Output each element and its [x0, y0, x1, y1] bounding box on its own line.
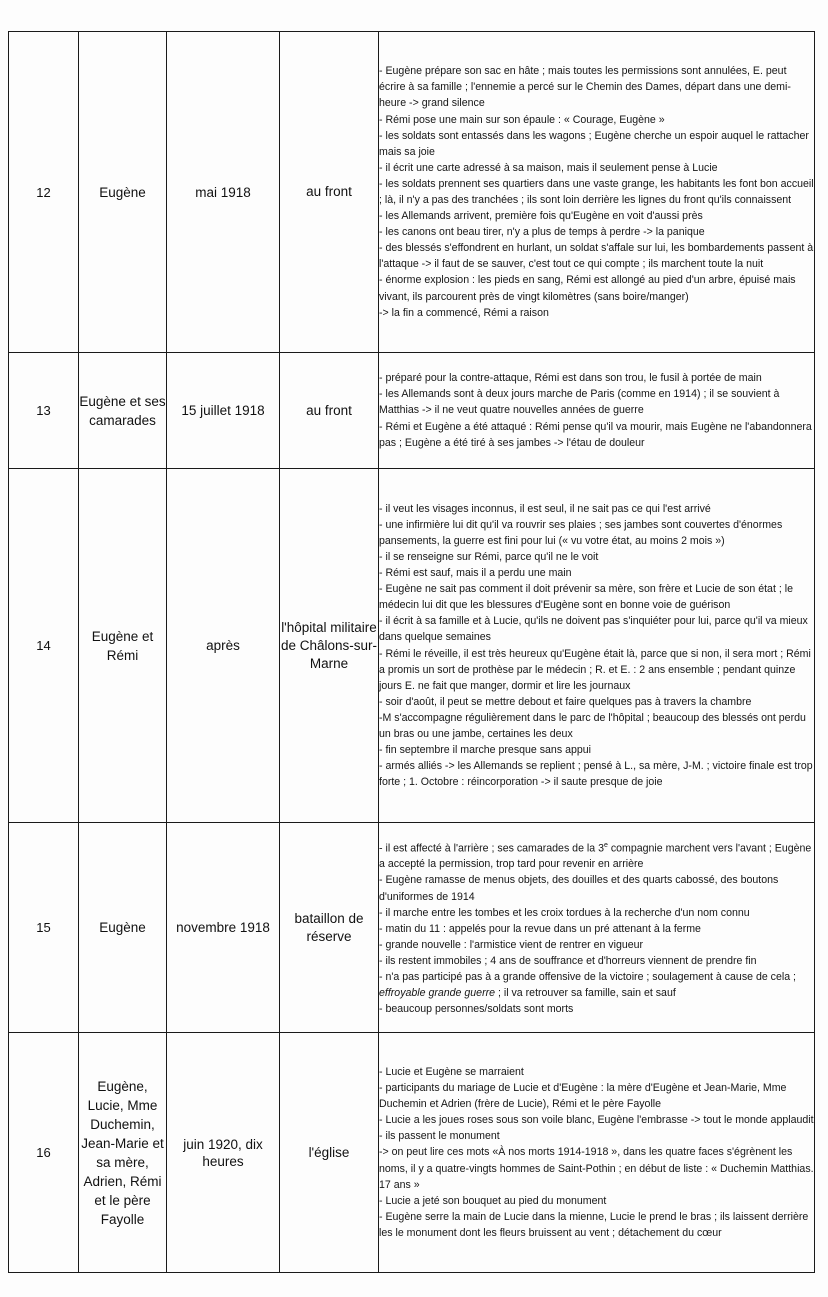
place-cell: au front — [280, 32, 379, 353]
event-item: - Lucie et Eugène se marraient — [379, 1065, 524, 1078]
event-item: - soir d'août, il peut se mettre debout et faire quelques pas à travers la chambre — [379, 695, 752, 708]
event-item: -> la fin a commencé, Rémi a raison — [379, 306, 549, 319]
event-item: -> on peut lire ces mots «À nos morts 1914-1918 », dans les quatre faces s'égrènent les noms, il y a quatre-vingts hommes de Saint-Pothin ; en début de liste : « Duchemin Matthias. 17 ans » — [379, 1146, 814, 1191]
place-cell: l'église — [280, 1033, 379, 1273]
event-item: - Eugène prépare son sac en hâte ; mais toutes les permissions sont annulées, E. peut écrire à sa famille ; l'ennemie a percé sur le Chemin des Dames, départ dans une demi-heure -> grand silence — [379, 65, 791, 110]
chapter-number: 15 — [9, 823, 79, 1033]
place-cell: bataillon de réserve — [280, 823, 379, 1033]
event-item: - une infirmière lui dit qu'il va rouvrir ses plaies ; ses jambes sont couvertes d'énormes pansements, la guerre est fini pour lui (« vu votre état, au moins 2 mois ») — [379, 518, 783, 547]
place-cell: au front — [280, 353, 379, 469]
event-item: - il est affecté à l'arrière ; ses camarades de la 3e compagnie marchent vers l'avant ; Eugène a accepté la permission, trop tard pour revenir en arrière — [379, 841, 812, 871]
chapter-number: 14 — [9, 469, 79, 823]
date-cell: novembre 1918 — [167, 823, 280, 1033]
characters-cell: Eugène — [79, 32, 167, 353]
characters-cell: Eugène et ses camarades — [79, 353, 167, 469]
table-row — [9, 823, 815, 1033]
chapter-number: 12 — [9, 32, 79, 353]
event-item: - beaucoup personnes/soldats sont morts — [379, 1003, 574, 1016]
event-item: - grande nouvelle : l'armistice vient de rentrer en vigueur — [379, 938, 644, 951]
date-cell: 15 juillet 1918 — [167, 353, 280, 469]
table-row — [9, 353, 815, 469]
event-item: - les Allemands sont à deux jours marche de Paris (comme en 1914) ; il se souvient à Matthias -> il ne veut quatre nouvelles années de guerre — [379, 388, 780, 417]
event-item: - les Allemands arrivent, première fois qu'Eugène en voit d'aussi près — [379, 210, 703, 223]
event-item: - Eugène ne sait pas comment il doit prévenir sa mère, son frère et Lucie de son état ; le médecin lui dit que les blessures d'Eugène sont en bonne voie de guérison — [379, 583, 793, 612]
chapter-number: 13 — [9, 353, 79, 469]
event-item: - matin du 11 : appelés pour la revue dans un pré attenant à la ferme — [379, 922, 701, 935]
table-row — [9, 1033, 815, 1273]
date-cell: mai 1918 — [167, 32, 280, 353]
characters-cell: Eugène — [79, 823, 167, 1033]
event-item: - il se renseigne sur Rémi, parce qu'il ne le voit — [379, 550, 599, 563]
event-item: - ils restent immobiles ; 4 ans de souffrance et d'horreurs viennent de prendre fin — [379, 954, 757, 967]
event-item: - il marche entre les tombes et les croix tordues à la recherche d'un nom connu — [379, 906, 750, 919]
event-item: - les soldats sont entassés dans les wagons ; Eugène cherche un espoir auquel le rattacher mais sa joie — [379, 129, 809, 158]
event-item: - participants du mariage de Lucie et d'Eugène : la mère d'Eugène et Jean-Marie, Mme Duchemin et Adrien (frère de Lucie), Rémi et le père Fayolle — [379, 1082, 787, 1111]
event-item: - énorme explosion : les pieds en sang, Rémi est allongé au pied d'un arbre, épuisé mais vivant, ils parcourent près de vingt kilomètres (sans boire/manger) — [379, 274, 796, 303]
event-item: - Lucie a les joues roses sous son voile blanc, Eugène l'embrasse -> tout le monde applaudit — [379, 1114, 814, 1127]
events-cell — [379, 1033, 815, 1273]
summary-table — [8, 31, 815, 1273]
event-item: - Eugène serre la main de Lucie dans la mienne, Lucie le prend le bras ; ils laissent derrière les le monument dont les fleurs bruissent au vent ; détachement du cœur — [379, 1210, 809, 1239]
characters-cell: Eugène, Lucie, Mme Duchemin, Jean-Marie et sa mère, Adrien, Rémi et le père Fayolle — [79, 1033, 167, 1273]
event-item: - les canons ont beau tirer, n'y a plus de temps à perdre -> la panique — [379, 226, 705, 239]
table-row — [9, 32, 815, 353]
events-cell — [379, 823, 815, 1033]
event-item: - armés alliés -> les Allemands se replient ; pensé à L., sa mère, J-M. ; victoire finale est trop forte ; 1. Octobre : réincorporation -> il saute presque de joie — [379, 760, 813, 789]
date-cell: après — [167, 469, 280, 823]
event-item: - Rémi et Eugène a été attaqué : Rémi pense qu'il va mourir, mais Eugène ne l'abandonnera pas ; Eugène a été tiré à ses jambes -> l'étau de douleur — [379, 420, 812, 449]
event-item: - fin septembre il marche presque sans appui — [379, 744, 591, 757]
table-row — [9, 469, 815, 823]
event-item: - Eugène ramasse de menus objets, des douilles et des quarts cabossé, des boutons d'uniformes de 1914 — [379, 874, 779, 903]
characters-cell: Eugène et Rémi — [79, 469, 167, 823]
date-cell: juin 1920, dix heures — [167, 1033, 280, 1273]
event-item: - Rémi pose une main sur son épaule : « Courage, Eugène » — [379, 113, 665, 126]
event-item: - Lucie a jeté son bouquet au pied du monument — [379, 1194, 607, 1207]
event-item: - des blessés s'effondrent en hurlant, un soldat s'affale sur lui, les bombardements passent à l'attaque -> il faut de se sauver, c'est tout ce qui compte ; ils marchent toute la nuit — [379, 242, 814, 271]
event-item: - il écrit une carte adressé à sa maison, mais il seulement pense à Lucie — [379, 161, 718, 174]
events-cell — [379, 353, 815, 469]
event-item: - Rémi le réveille, il est très heureux qu'Eugène était là, parce que si non, il sera mort ; Rémi a promis un sort de prothèse par le médecin ; R. et E. : 2 ans ensemble ; pendant quinze jours E. ne fait que manger, dormir et lire les journaux — [379, 647, 811, 692]
event-item: - il veut les visages inconnus, il est seul, il ne sait pas ce qui l'est arrivé — [379, 502, 711, 515]
place-cell: l'hôpital militaire de Châlons-sur-Marne — [280, 469, 379, 823]
event-item: -M s'accompagne régulièrement dans le parc de l'hôpital ; beaucoup des blessés ont perdu un bras ou une jambe, certaines les deux — [379, 711, 806, 740]
event-item: - préparé pour la contre-attaque, Rémi est dans son trou, le fusil à portée de main — [379, 372, 762, 385]
event-item: - il écrit à sa famille et à Lucie, qu'ils ne doivent pas s'inquiéter pour lui, parce qu'il va mieux dans quelque semaines — [379, 615, 808, 644]
chapter-number: 16 — [9, 1033, 79, 1273]
event-item: - les soldats prennent ses quartiers dans une vaste grange, les habitants les font bon accueil ; là, il n'y a pas des tranchées ; ils sont loin derrière les lignes du front qu'ils connaissent — [379, 177, 814, 206]
event-item: - ils passent le monument — [379, 1130, 500, 1143]
event-item: - Rémi est sauf, mais il a perdu une main — [379, 567, 572, 580]
event-item: - n'a pas participé pas à a grande offensive de la victoire ; soulagement à cause de cela ; effroyable grande guerre ; il va retrouver sa famille, sain et sauf — [379, 971, 797, 1000]
events-cell — [379, 469, 815, 823]
events-cell — [379, 32, 815, 353]
